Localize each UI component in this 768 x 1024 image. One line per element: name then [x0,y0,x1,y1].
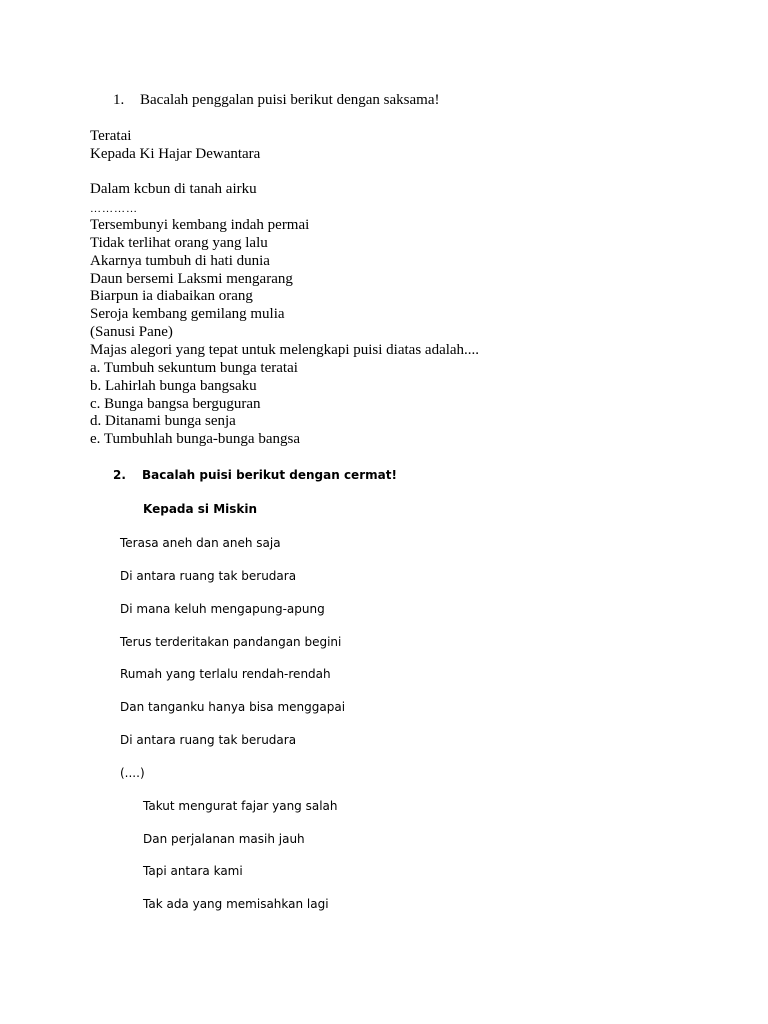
poem2-line: Di mana keluh mengapung-apung [120,602,325,616]
poem2-line: Di antara ruang tak berudara [120,733,297,747]
q1-instruction: Bacalah penggalan puisi berikut dengan saksama! [140,92,440,108]
poem2-line: Takut mengurat fajar yang salah [143,799,338,813]
option-e: e. Tumbuhlah bunga-bunga bangsa [90,431,300,447]
poem-line: Tersembunyi kembang indah permai [90,217,310,233]
poem-dedication: Kepada Ki Hajar Dewantara [90,146,261,162]
poem2-line: Terus terderitakan pandangan begini [120,635,342,649]
q2-number: 2. [113,468,126,482]
poem-line: Tidak terlihat orang yang lalu [90,235,268,251]
option-a: a. Tumbuh sekuntum bunga teratai [90,360,298,376]
poem2-line: Terasa aneh dan aneh saja [120,536,281,550]
q2-instruction: Bacalah puisi berikut dengan cermat! [142,468,397,482]
q1-number: 1. [113,92,125,108]
poem2-title: Kepada si Miskin [143,502,258,516]
poem2-blank: (....) [120,766,145,780]
poem2-line: Rumah yang terlalu rendah-rendah [120,667,331,681]
question-text: Majas alegori yang tepat untuk melengkapi puisi diatas adalah.... [90,342,480,358]
poem2-line: Tapi antara kami [143,864,243,878]
poem2-line: Di antara ruang tak berudara [120,569,297,583]
poem-line: Dalam kcbun di tanah airku [90,181,257,197]
poem-line: Akarnya tumbuh di hati dunia [90,253,270,269]
option-b: b. Lahirlah bunga bangsaku [90,378,257,394]
ellipsis-line: ………… [90,203,138,215]
poem-line: Daun bersemi Laksmi mengarang [90,271,293,287]
poem-line: Seroja kembang gemilang mulia [90,306,285,322]
poem-author: (Sanusi Pane) [90,324,173,340]
option-c: c. Bunga bangsa berguguran [90,396,261,412]
poem2-line: Dan perjalanan masih jauh [143,832,305,846]
poem-title: Teratai [90,128,132,144]
option-d: d. Ditanami bunga senja [90,413,236,429]
poem2-line: Tak ada yang memisahkan lagi [143,897,329,911]
poem-line: Biarpun ia diabaikan orang [90,288,253,304]
poem2-line: Dan tanganku hanya bisa menggapai [120,700,346,714]
